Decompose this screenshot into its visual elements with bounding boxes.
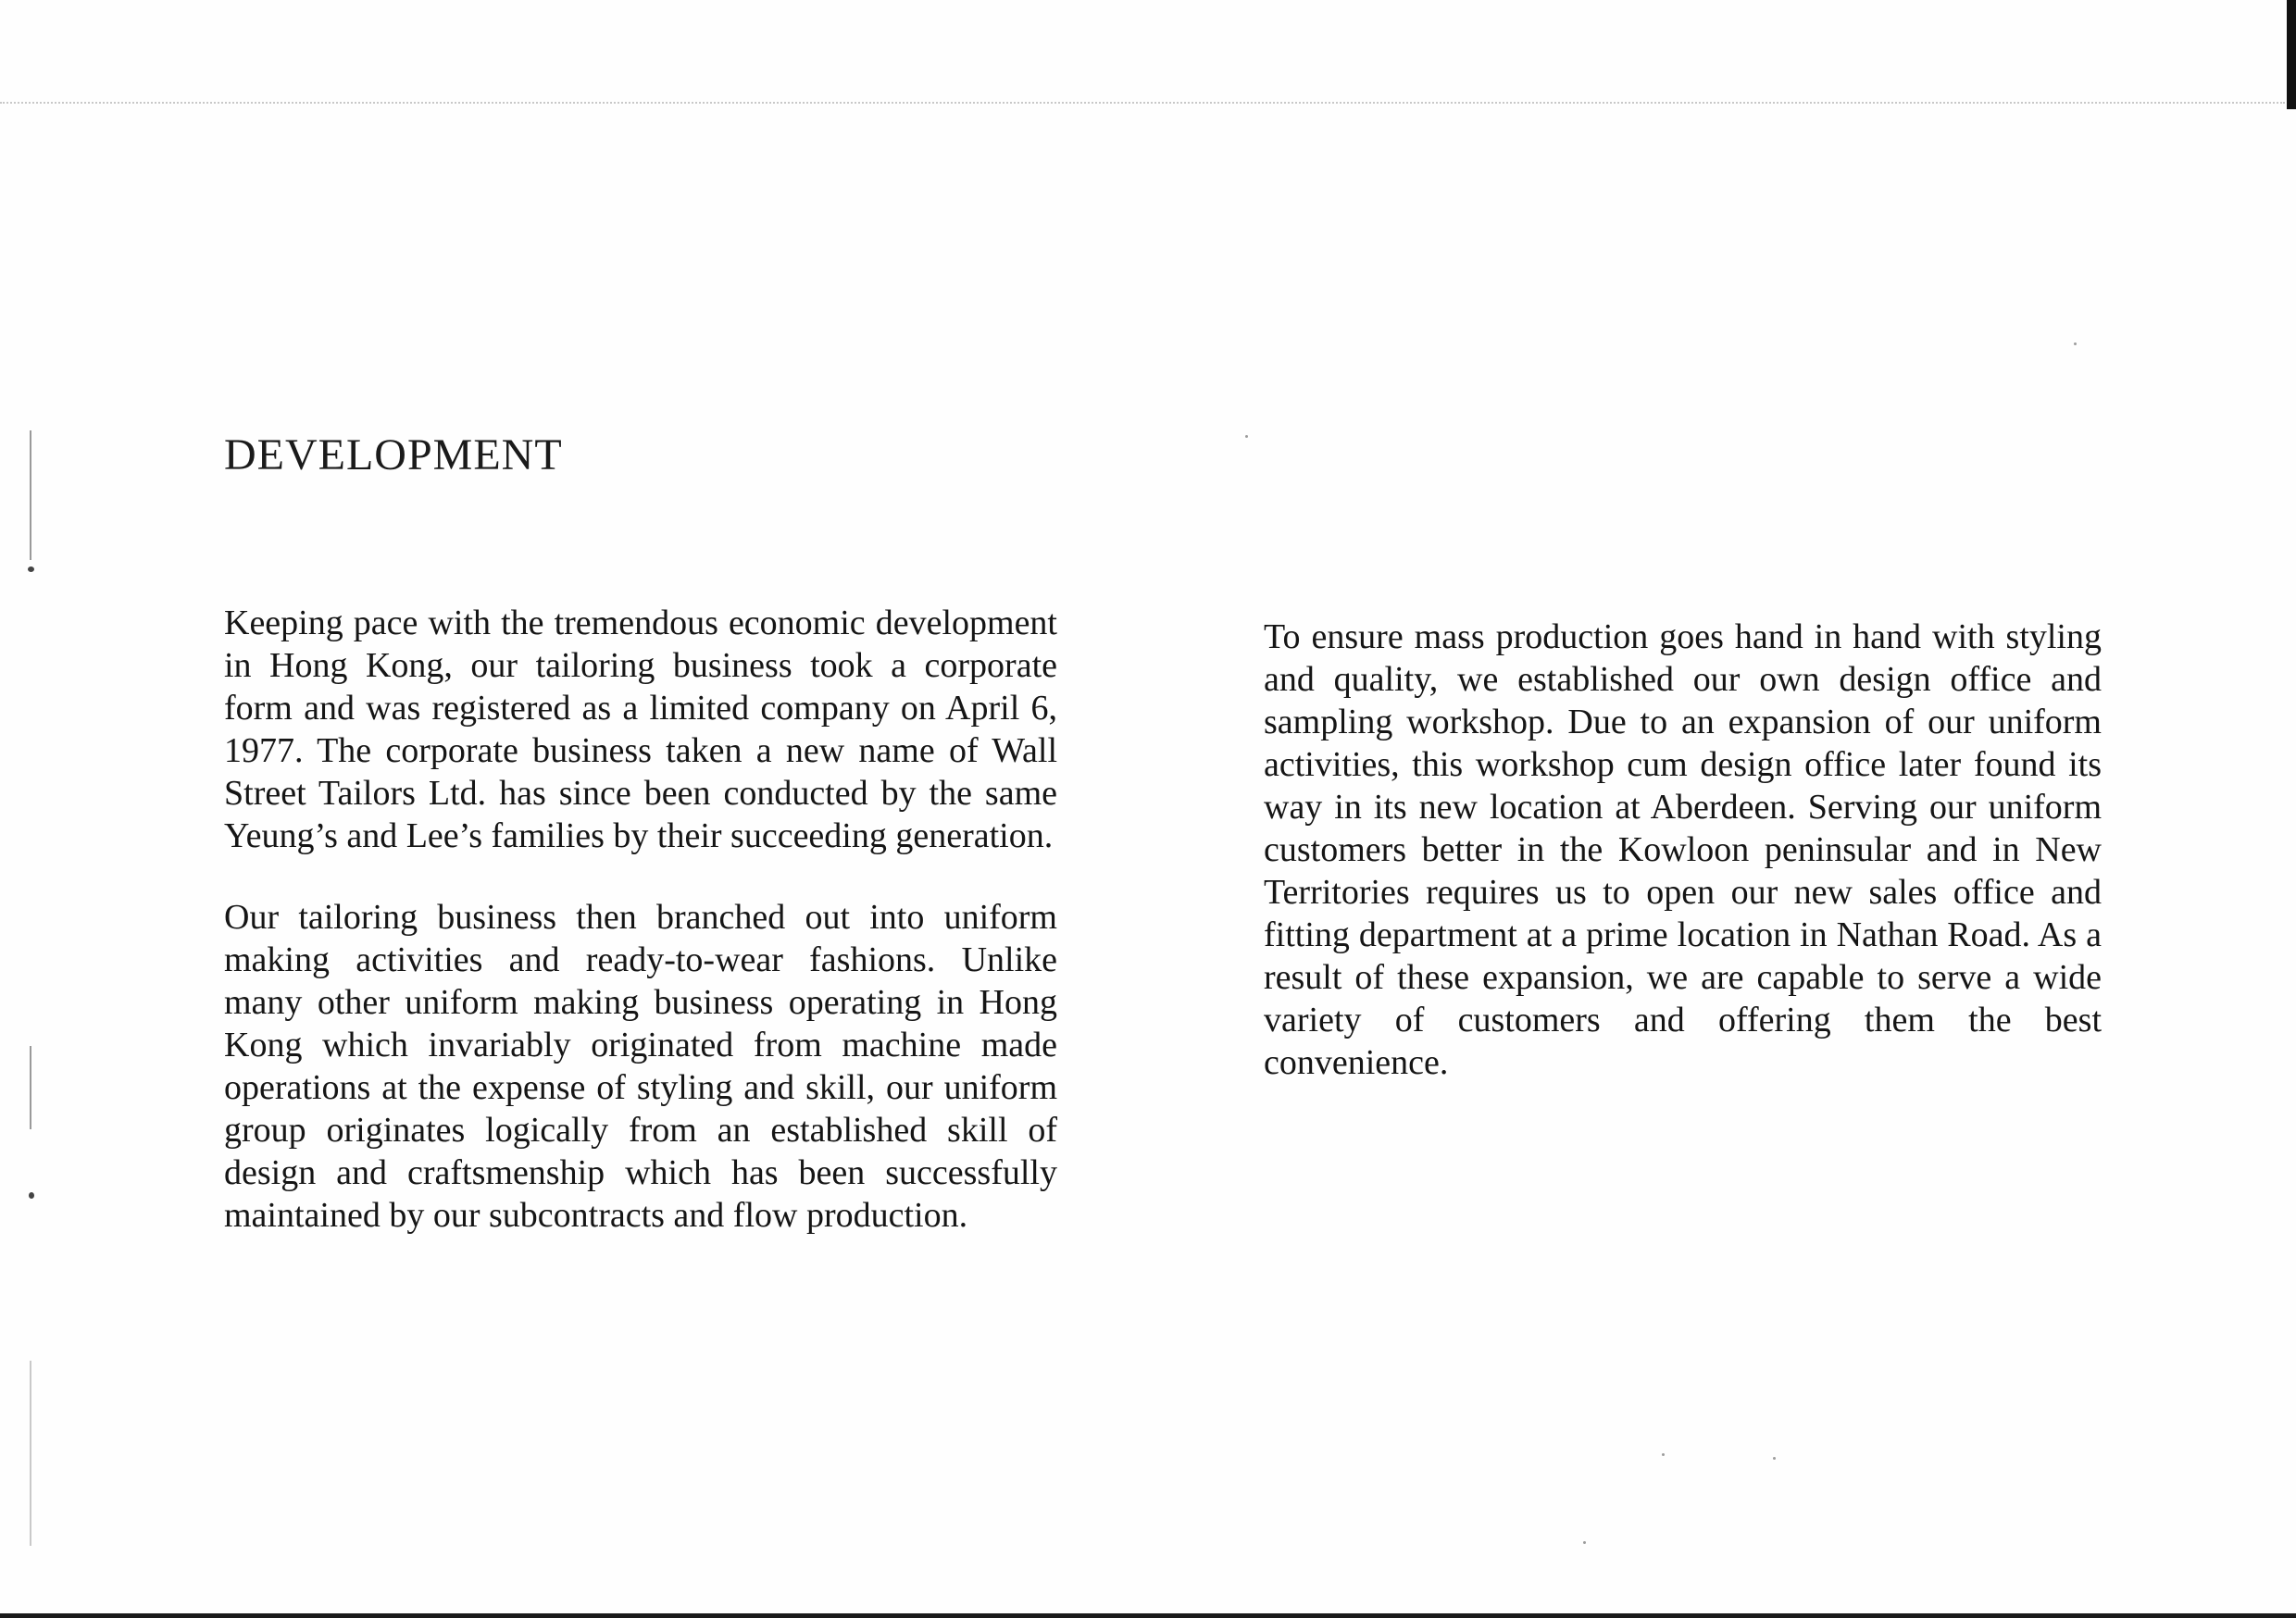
scan-speck (1583, 1541, 1586, 1544)
scan-speck (1662, 1453, 1665, 1456)
scan-speck (29, 1192, 34, 1199)
scan-margin-mark (30, 1046, 31, 1129)
right-text-column (1264, 616, 2102, 1084)
paragraph: To ensure mass production goes hand in hand with styling and quality, we established our own design office and sampling workshop. Due to an expansion of our uniform activities, this workshop cum design office later found its way in its new location at Aberdeen. Serving our uniform customers better in the Kowloon peninsular and in New Territories requires us to open our new sales office and fitting department at a prime location in Nathan Road. As a result of these expansion, we are capable to serve a wide variety of customers and offering them the best convenience. (1264, 617, 2102, 1082)
scan-right-edge (2287, 0, 2296, 109)
scan-top-edge (0, 102, 2285, 104)
scan-margin-mark (30, 1361, 31, 1546)
scan-bottom-edge (0, 1613, 2296, 1618)
paragraph: Our tailoring business then branched out into uniform making activities and ready-to-wear fashions. Unlike many other uniform making business operating in Hong Kong which invariably originated from machine made operations at the expense of styling and skill, our uniform group originates logically from an established skill of design and craftsmenship which has been successfully maintained by our subcontracts and flow production. (224, 898, 1057, 1235)
scan-margin-mark (30, 430, 31, 560)
scan-speck (28, 566, 34, 572)
paragraph: Keeping pace with the tremendous economic development in Hong Kong, our tailoring business took a corporate form and was registered as a limited company on April 6, 1977. The corporate business taken a new name of Wall Street Tailors Ltd. has since been conducted by the same Yeung’s and Lee’s families by their succeeding generation. (224, 604, 1057, 855)
left-text-column (224, 602, 1057, 1237)
page-title: DEVELOPMENT (224, 430, 563, 479)
scan-speck (1773, 1457, 1776, 1460)
scan-speck (1245, 435, 1248, 438)
scan-speck (2074, 342, 2077, 345)
